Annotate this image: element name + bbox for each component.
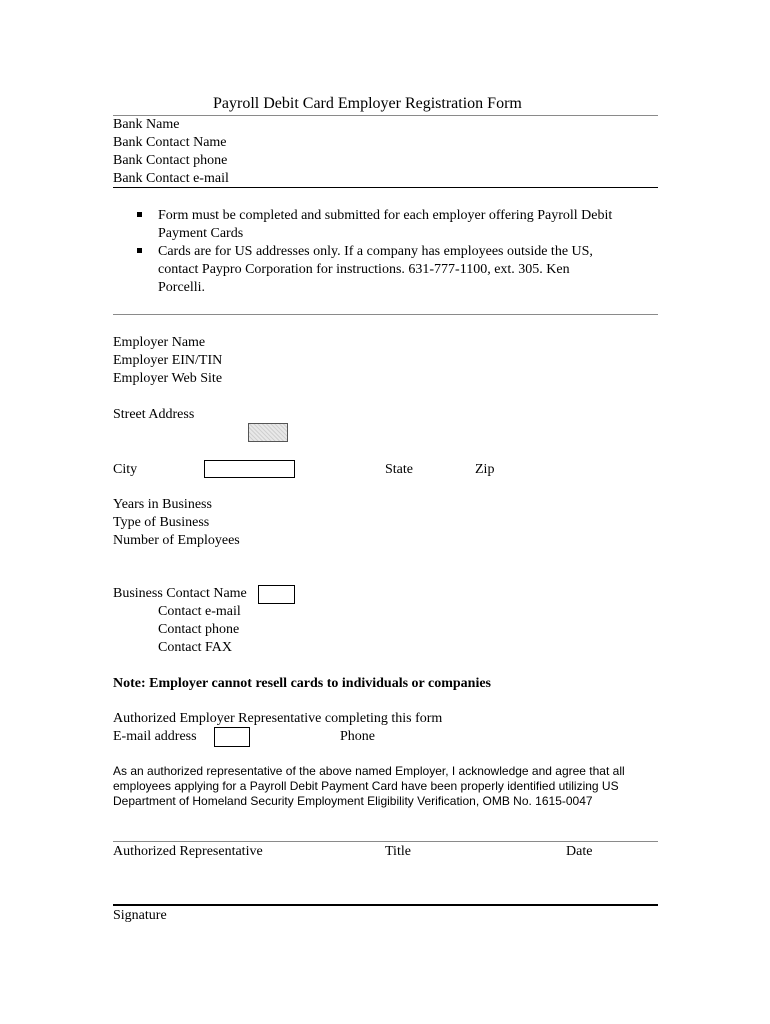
- authorized-representative-label: Authorized Employer Representative completing this form: [113, 711, 443, 726]
- bank-contact-phone-label: Bank Contact phone: [113, 153, 228, 168]
- acknowledgement-line-3: Department of Homeland Security Employment Eligibility Verification, OMB No. 1615-0047: [113, 794, 593, 808]
- form-title: Payroll Debit Card Employer Registration Form: [213, 95, 522, 112]
- number-of-employees-label: Number of Employees: [113, 533, 240, 548]
- authorized-rep-label: Authorized Representative: [113, 844, 263, 859]
- bank-contact-email-label: Bank Contact e-mail: [113, 171, 229, 186]
- type-of-business-label: Type of Business: [113, 515, 210, 530]
- city-label: City: [113, 462, 138, 477]
- contact-email-label: Contact e-mail: [158, 604, 241, 619]
- title-label: Title: [385, 844, 411, 859]
- representative-email-field[interactable]: [214, 727, 250, 747]
- street-address-label: Street Address: [113, 407, 195, 422]
- contact-fax-label: Contact FAX: [158, 640, 233, 655]
- bullet-1-line-1: Form must be completed and submitted for each employer offering Payroll Debit: [158, 208, 613, 223]
- representative-phone-label: Phone: [340, 729, 375, 744]
- acknowledgement-line-1: As an authorized representative of the above named Employer, I acknowledge and agree that all: [113, 764, 625, 778]
- acknowledgement-line-2: employees applying for a Payroll Debit Payment Card have been properly identified utilizing US: [113, 779, 619, 793]
- bank-contact-name-label: Bank Contact Name: [113, 135, 227, 150]
- contact-phone-label: Contact phone: [158, 622, 240, 637]
- signature-label: Signature: [113, 908, 167, 923]
- business-contact-name-field[interactable]: [258, 585, 295, 604]
- bank-section-divider: [113, 187, 658, 188]
- bullet-2-line-3: Porcelli.: [158, 280, 206, 295]
- bullet-2-line-2: contact Paypro Corporation for instructions. 631-777-1100, ext. 305. Ken: [158, 262, 570, 277]
- representative-email-label: E-mail address: [113, 729, 197, 744]
- employer-web-label: Employer Web Site: [113, 371, 223, 386]
- state-label: State: [385, 462, 413, 477]
- bullet-1-line-2: Payment Cards: [158, 226, 244, 241]
- city-field[interactable]: [204, 460, 295, 478]
- business-contact-name-label: Business Contact Name: [113, 586, 247, 601]
- signature-line: [113, 904, 658, 906]
- zip-label: Zip: [475, 462, 495, 477]
- resale-note: Note: Employer cannot resell cards to individuals or companies: [113, 676, 491, 691]
- authorized-rep-signature-line: [113, 841, 658, 842]
- employer-name-label: Employer Name: [113, 335, 206, 350]
- bullets-divider: [113, 314, 658, 315]
- bullet-square-icon: [137, 248, 142, 253]
- bullet-square-icon: [137, 212, 142, 217]
- employer-ein-label: Employer EIN/TIN: [113, 353, 223, 368]
- street-address-field[interactable]: [248, 423, 288, 442]
- bank-name-label: Bank Name: [113, 117, 180, 132]
- bullet-2-line-1: Cards are for US addresses only. If a company has employees outside the US,: [158, 244, 593, 259]
- date-label: Date: [566, 844, 593, 859]
- title-underline: [113, 115, 658, 116]
- years-in-business-label: Years in Business: [113, 497, 212, 512]
